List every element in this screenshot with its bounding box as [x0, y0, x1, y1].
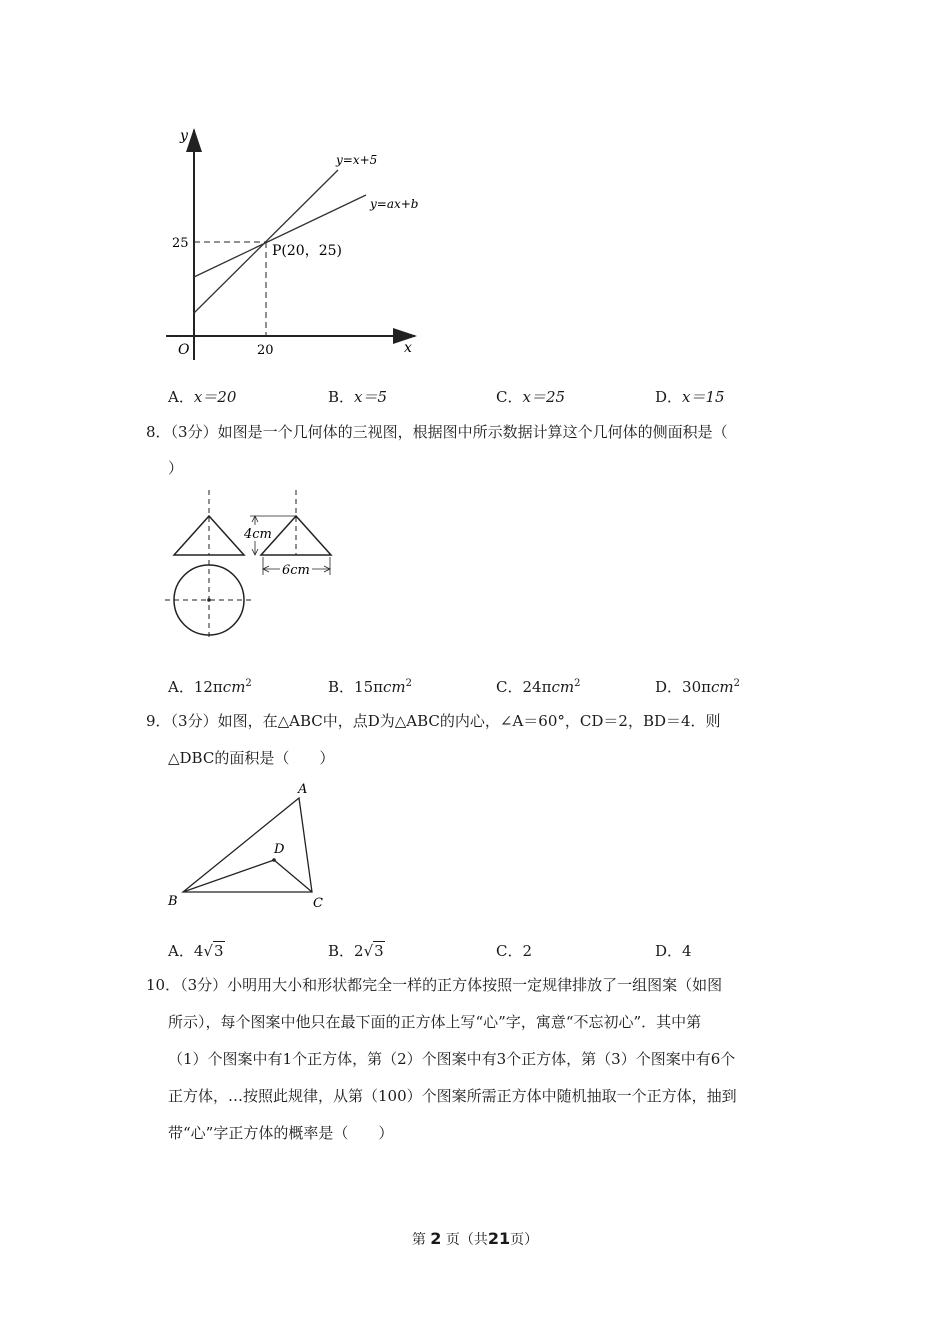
y-axis-label: y — [180, 128, 188, 144]
q7-option-b: B．x＝5 — [328, 388, 388, 406]
page-footer: 第 2 页（共21页） — [411, 1229, 539, 1248]
vertex-c-label: C — [313, 896, 323, 911]
height-dimension-label: 4cm — [244, 527, 272, 542]
q9-option-b: B．2√3 — [328, 942, 384, 960]
q9-option-c: C．2 — [496, 942, 533, 960]
x-tick-label: 20 — [257, 343, 274, 358]
q8-option-c: C．24πcm$^2$ — [496, 678, 581, 696]
page-total: 21 — [487, 1229, 511, 1248]
q7-option-d: D．x＝15 — [655, 388, 725, 406]
q9-stem-line2: △DBC的面积是（ ） — [168, 749, 335, 767]
triangle-abc — [183, 798, 312, 892]
origin-label: O — [178, 342, 190, 358]
q8-option-d: D．30πcm$^2$ — [655, 678, 740, 696]
q10-stem-line2: 所示），每个图案中他只在最下面的正方体上写“心”字，寓意“不忘初心”．其中第 — [168, 1013, 702, 1031]
q7-option-c: C．x＝25 — [496, 388, 566, 406]
page-number: 2 — [430, 1229, 442, 1248]
q9-option-a: A．4√3 — [168, 942, 224, 960]
q8-option-b: B．15πcm$^2$ — [328, 678, 412, 696]
q9-option-d: D．4 — [655, 942, 692, 960]
q9-stem-line1: 9．（3分）如图，在△ABC中，点D为△ABC的内心，∠A＝60°，CD＝2，BD＝4．则 — [146, 712, 721, 730]
y-tick-label: 25 — [172, 236, 189, 251]
q9-triangle-figure — [160, 775, 340, 915]
line2-label: y=ax+b — [370, 197, 419, 211]
vertex-a-label: A — [298, 782, 308, 797]
x-axis-label: x — [404, 340, 412, 356]
q8-stem-line2: ） — [168, 459, 184, 477]
line-y-ax-plus-b — [194, 195, 366, 277]
q7-graph — [160, 120, 440, 370]
line1-label: y=x+5 — [336, 153, 378, 167]
q8-option-a: A．12πcm$^2$ — [168, 678, 252, 696]
point-label: P(20，25) — [272, 243, 342, 259]
width-dimension-label: 6cm — [282, 563, 310, 578]
q10-stem-line5: 带“心”字正方体的概率是（ ） — [168, 1124, 394, 1142]
q10-stem-line3: （1）个图案中有1个正方体，第（2）个图案中有3个正方体，第（3）个图案中有6个 — [168, 1050, 736, 1068]
top-view-center — [207, 598, 211, 602]
q10-stem-line4: 正方体，…按照此规律，从第（100）个图案所需正方体中随机抽取一个正方体，抽到 — [168, 1087, 737, 1105]
q8-three-view-figure — [160, 485, 350, 645]
q8-stem-line1: 8．（3分）如图是一个几何体的三视图，根据图中所示数据计算这个几何体的侧面积是（ — [146, 423, 728, 441]
incenter-d-label: D — [274, 842, 285, 857]
vertex-b-label: B — [168, 894, 178, 909]
q10-stem-line1: 10．（3分）小明用大小和形状都完全一样的正方体按照一定规律排放了一组图案（如图 — [146, 976, 723, 994]
q7-option-a: A．x＝20 — [168, 388, 237, 406]
